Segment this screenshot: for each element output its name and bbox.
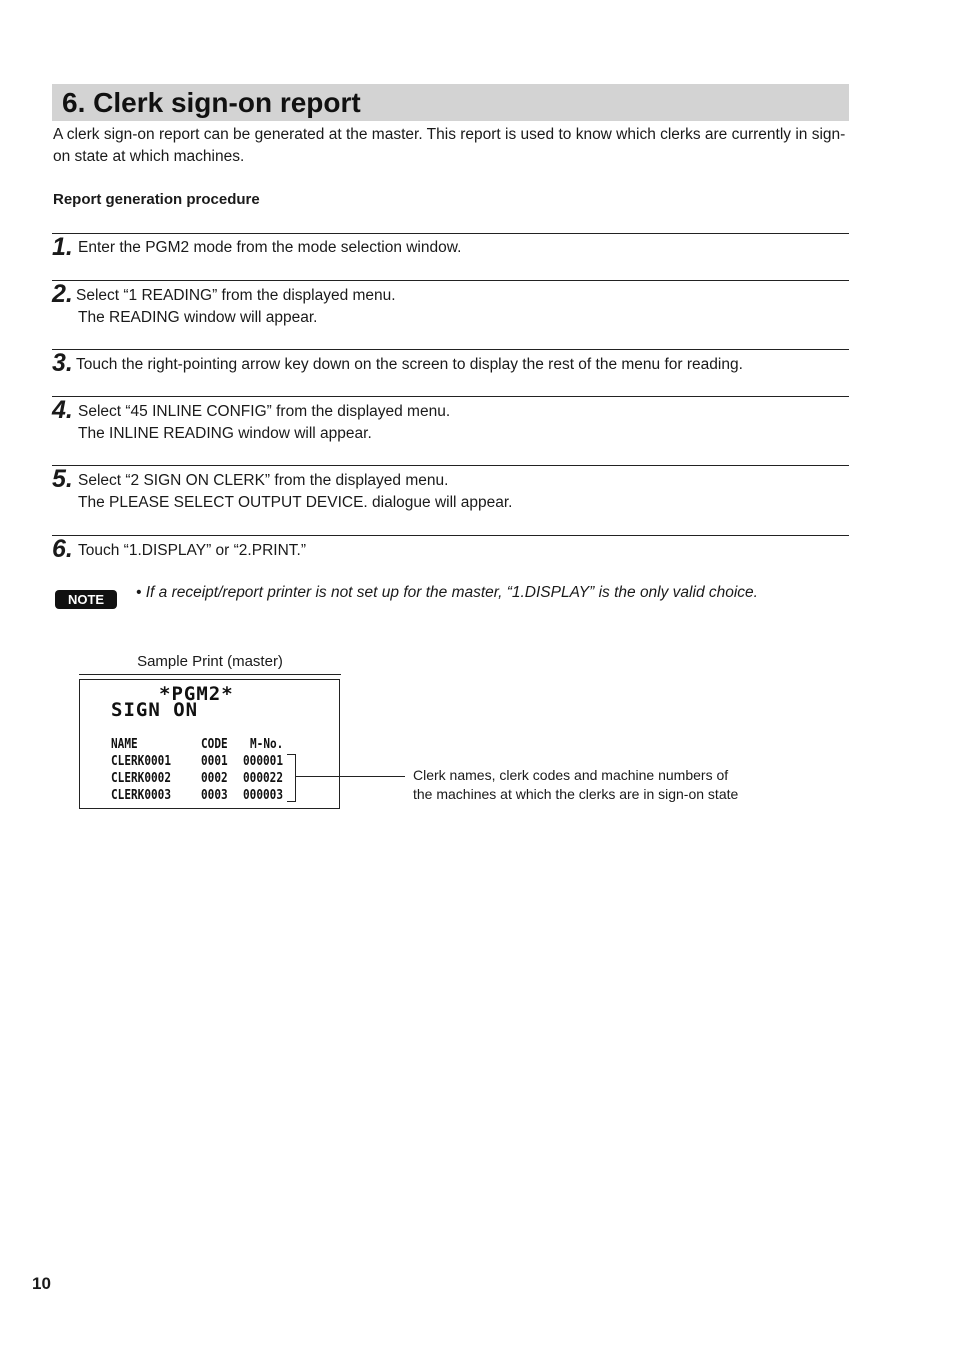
step-4 <box>52 396 849 442</box>
step-2 <box>52 280 849 326</box>
receipt-row-mno: 000001 <box>243 753 284 769</box>
receipt-row-name: CLERK0003 <box>111 787 171 803</box>
callout-line-1: Clerk names, clerk codes and machine numbers of <box>413 767 729 783</box>
sample-print-caption: Sample Print (master) <box>79 652 341 675</box>
step-5 <box>52 465 849 511</box>
receipt-row-name: CLERK0001 <box>111 753 171 769</box>
step-text: Touch “1.DISPLAY” or “2.PRINT.” <box>78 542 306 559</box>
step-number: 4. <box>52 396 73 424</box>
step-text-result: The READING window will appear. <box>78 309 318 326</box>
receipt-row-name: CLERK0002 <box>111 770 171 786</box>
sample-receipt <box>79 679 340 809</box>
section-title: 6. Clerk sign-on report <box>62 87 361 118</box>
callout-line-2: the machines at which the clerks are in sign-on state <box>413 785 739 802</box>
step-3 <box>52 349 849 377</box>
step-number: 5. <box>52 465 73 493</box>
step-text-result: The PLEASE SELECT OUTPUT DEVICE. dialogue will appear. <box>78 494 513 511</box>
receipt-row-code: 0003 <box>201 787 228 803</box>
section-title-bar <box>52 84 849 121</box>
receipt-row-mno: 000022 <box>243 770 284 786</box>
receipt-header-name: NAME <box>111 736 138 752</box>
step-6 <box>52 535 849 563</box>
procedure-heading: Report generation procedure <box>53 191 260 208</box>
step-text: Select “2 SIGN ON CLERK” from the displayed menu. <box>78 472 449 489</box>
page-number: 10 <box>32 1274 51 1293</box>
note-text: • If a receipt/report printer is not set up for the master, “1.DISPLAY” is the only valid choice. <box>136 584 758 601</box>
intro-paragraph: A clerk sign-on report can be generated at the master. This report is used to know which clerks are currently in sign-on state at which machines. <box>53 126 846 165</box>
receipt-row-code: 0001 <box>201 753 228 769</box>
receipt-row-code: 0002 <box>201 770 228 786</box>
step-text: Touch the right-pointing arrow key down on the screen to display the rest of the menu for reading. <box>76 356 743 373</box>
receipt-mode: *PGM2* <box>159 683 234 705</box>
callout-text <box>413 766 738 803</box>
step-number: 1. <box>52 233 73 261</box>
step-number: 6. <box>52 535 73 563</box>
step-text: Enter the PGM2 mode from the mode selection window. <box>78 239 462 256</box>
receipt-title: SIGN ON <box>111 699 199 721</box>
receipt-row-mno: 000003 <box>243 787 284 803</box>
step-text-result: The INLINE READING window will appear. <box>78 425 372 442</box>
callout-leader-line <box>295 776 405 777</box>
note-badge: NOTE <box>55 590 117 609</box>
step-1 <box>52 233 849 261</box>
step-text: Select “1 READING” from the displayed menu. <box>76 287 396 304</box>
step-text: Select “45 INLINE CONFIG” from the displayed menu. <box>78 403 451 420</box>
receipt-header-mno: M-No. <box>250 736 284 752</box>
receipt-header-code: CODE <box>201 736 228 752</box>
step-number: 3. <box>52 349 73 377</box>
callout-bracket <box>287 754 296 802</box>
step-number: 2. <box>52 280 73 308</box>
